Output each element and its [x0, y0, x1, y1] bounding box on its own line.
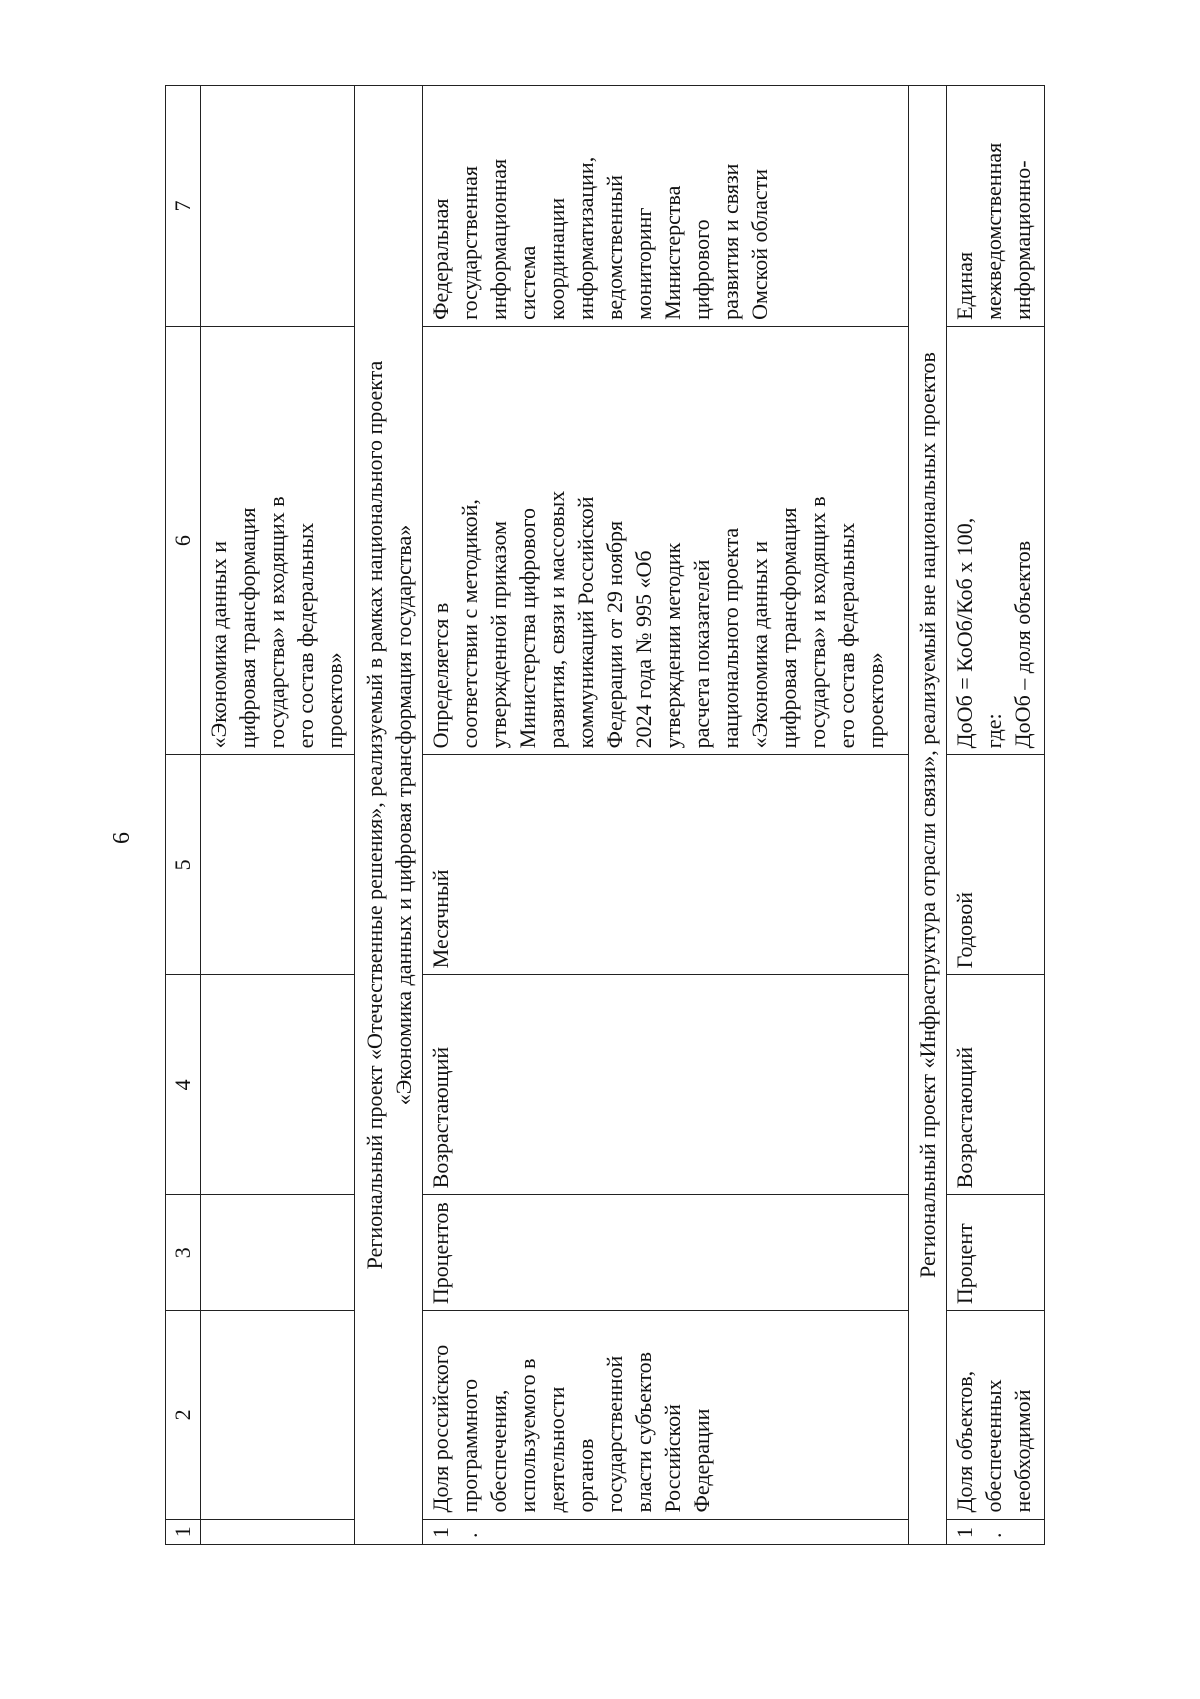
column-number: 5	[166, 755, 201, 975]
indicator-name: Доля российского программного обеспечения, используемого в деятельности органов государственной власти субъектов Российской Федерации	[423, 1311, 909, 1519]
column-number: 7	[166, 86, 201, 327]
column-number: 1	[166, 1519, 201, 1544]
column-number: 6	[166, 326, 201, 754]
row-number: 1.	[423, 1519, 909, 1544]
column-number-row	[166, 86, 201, 1545]
indicators-table	[165, 85, 1045, 1545]
trend-cell: Возрастающий	[947, 975, 1045, 1195]
method-cell: «Экономика данных и цифровая трансформация государства» и входящих в его состав федеральных проектов»	[200, 326, 354, 754]
table-cell	[200, 975, 354, 1195]
row-number: 1.	[947, 1519, 1045, 1544]
table-cell	[200, 755, 354, 975]
source-cell: Федеральная государственная информационная система координации информатизации, ведомственный мониторинг Министерства цифрового развития и связи Омской области	[423, 86, 909, 327]
indicator-row	[423, 86, 909, 1545]
method-cell: ДоОб = КоОб/Коб х 100, где: ДоОб – доля объектов	[947, 326, 1045, 754]
table-cell	[200, 86, 354, 327]
column-number: 3	[166, 1195, 201, 1311]
unit-cell: Процентов	[423, 1195, 909, 1311]
column-number: 2	[166, 1311, 201, 1519]
column-number: 4	[166, 975, 201, 1195]
trend-cell: Возрастающий	[423, 975, 909, 1195]
periodicity-cell: Годовой	[947, 755, 1045, 975]
table-cell	[200, 1519, 354, 1544]
indicator-name: Доля объектов, обеспеченных необходимой	[947, 1311, 1045, 1519]
section-row	[355, 86, 423, 1545]
section-title: Региональный проект «Инфраструктура отрасли связи», реализуемый вне национальных проектов	[908, 86, 947, 1545]
section-row	[908, 86, 947, 1545]
indicator-row	[947, 86, 1045, 1545]
section-title: Региональный проект «Отечественные решения», реализуемый в рамках национального проекта «Экономика данных и цифровая трансформация государства»	[355, 86, 423, 1545]
table-rotation-frame	[165, 85, 1045, 1545]
continuation-row	[200, 86, 354, 1545]
table-cell	[200, 1311, 354, 1519]
table-cell	[200, 1195, 354, 1311]
periodicity-cell: Месячный	[423, 755, 909, 975]
page-number: 6	[109, 832, 135, 844]
rotated-table-container	[165, 85, 1045, 1545]
source-cell: Единая межведомственная информационно-	[947, 86, 1045, 327]
method-cell: Определяется в соответствии с методикой, утвержденной приказом Министерства цифрового развития, связи и массовых коммуникаций Российской Федерации от 29 ноября 2024 года № 995 «Об утверждении методик расчета показателей национального проекта «Экономика данных и цифровая трансформация государства» и входящих в его состав федеральных проектов»	[423, 326, 909, 754]
unit-cell: Процент	[947, 1195, 1045, 1311]
